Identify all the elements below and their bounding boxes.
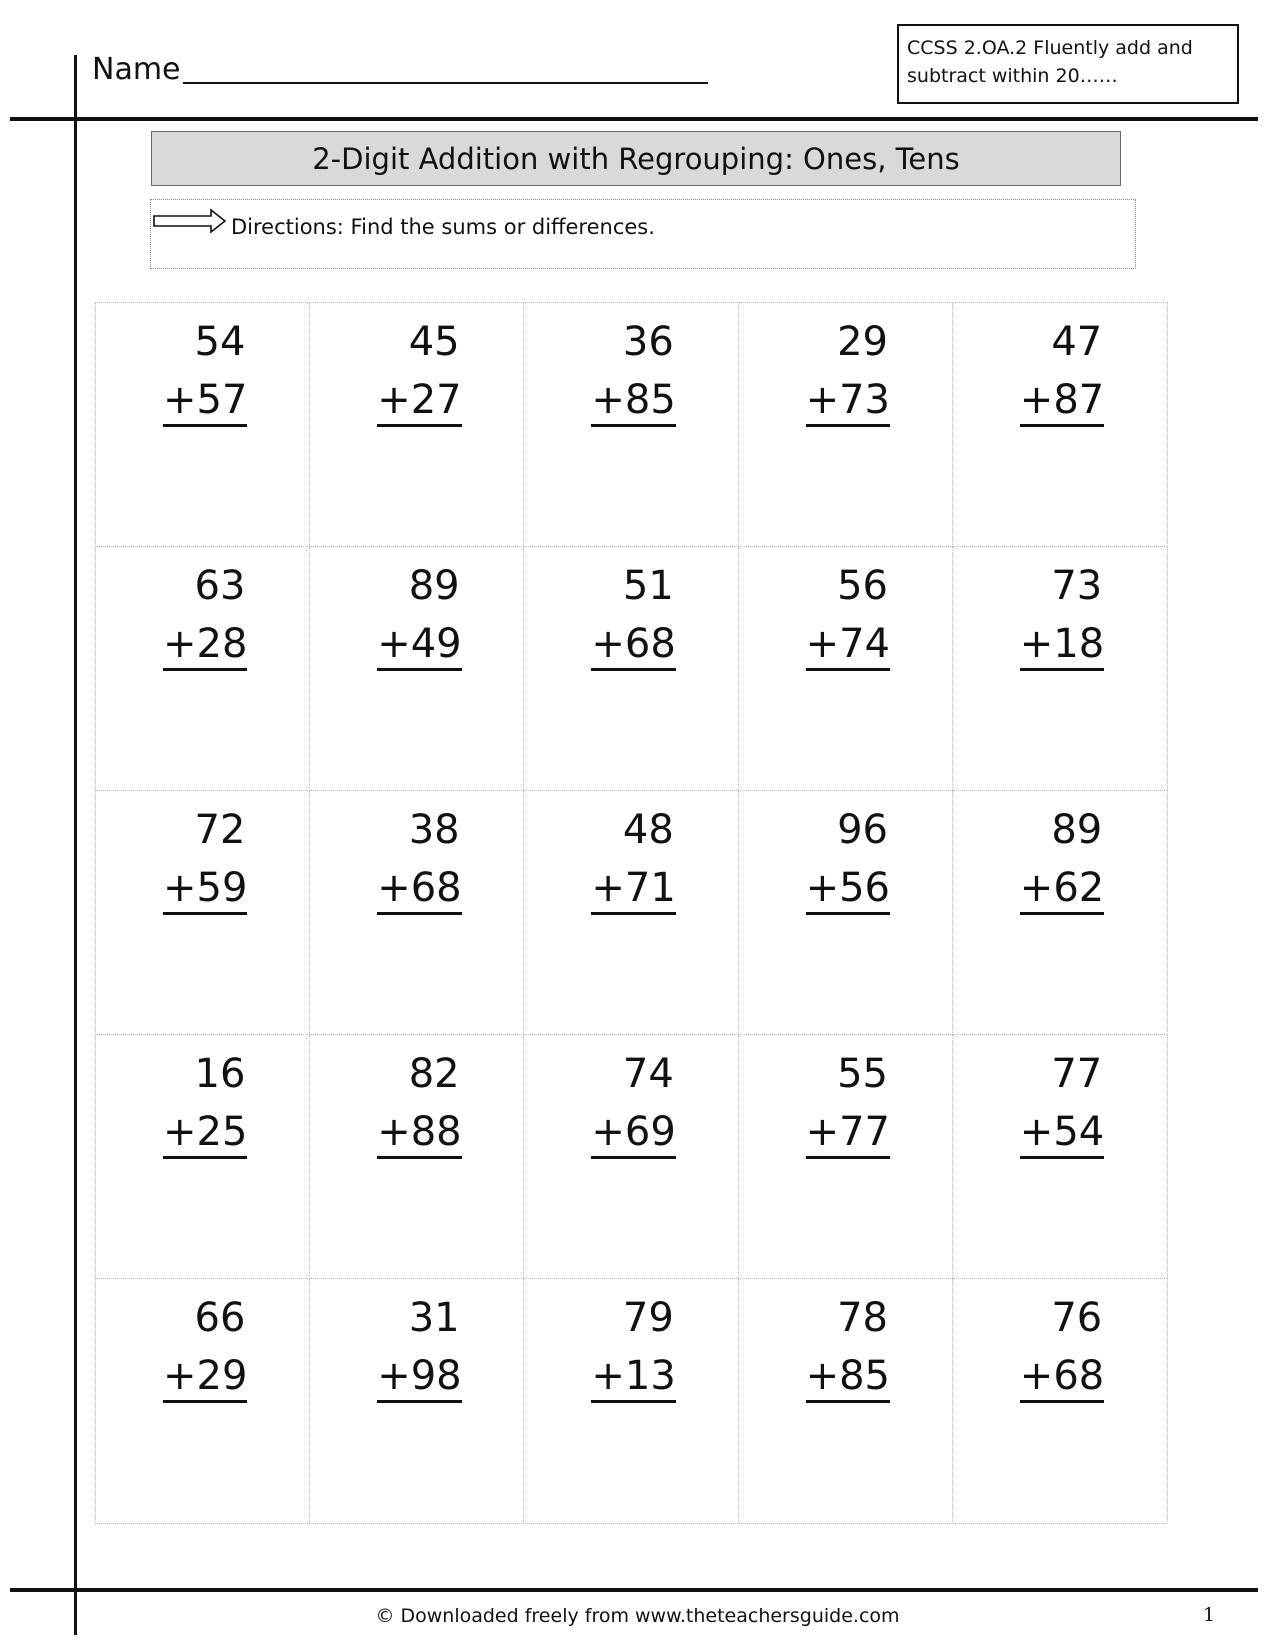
addition-problem <box>377 801 461 917</box>
problem-top-number: 48 <box>622 807 674 853</box>
addition-problem <box>377 1289 461 1405</box>
problem-cell[interactable] <box>953 547 1167 791</box>
addition-problem <box>163 557 247 673</box>
problem-cell[interactable] <box>310 303 524 547</box>
problem-top-number: 56 <box>837 563 889 609</box>
problem-bottom-number: +85 <box>591 376 675 427</box>
addition-problem <box>806 1289 890 1405</box>
addition-problem <box>591 1289 675 1405</box>
problem-cell[interactable] <box>524 1279 738 1523</box>
standard-line-1: CCSS 2.OA.2 Fluently add and <box>907 37 1193 59</box>
problem-top-number: 47 <box>1051 319 1103 365</box>
problem-cell[interactable] <box>739 547 953 791</box>
problem-cell[interactable] <box>310 547 524 791</box>
problem-cell[interactable] <box>310 791 524 1035</box>
problem-top-number: 38 <box>408 807 460 853</box>
name-label: Name <box>92 52 181 87</box>
addition-problem <box>806 557 890 673</box>
page-number: 1 <box>1203 1604 1216 1626</box>
name-field-row <box>92 52 708 88</box>
addition-problem <box>377 557 461 673</box>
directions-text: Directions: Find the sums or differences. <box>231 215 655 239</box>
problem-bottom-number: +68 <box>591 620 675 671</box>
problem-cell[interactable] <box>96 791 310 1035</box>
addition-problem <box>1020 1045 1104 1161</box>
problem-bottom-number: +27 <box>377 376 461 427</box>
problem-bottom-number: +74 <box>806 620 890 671</box>
left-margin-line <box>74 55 77 1635</box>
problem-top-number: 51 <box>622 563 674 609</box>
problem-bottom-number: +59 <box>163 864 247 915</box>
addition-problem <box>163 801 247 917</box>
problem-top-number: 74 <box>622 1051 674 1097</box>
addition-problem <box>377 1045 461 1161</box>
problem-bottom-number: +57 <box>163 376 247 427</box>
problem-bottom-number: +71 <box>591 864 675 915</box>
addition-problem <box>591 801 675 917</box>
addition-problem <box>806 801 890 917</box>
problem-bottom-number: +25 <box>163 1108 247 1159</box>
problem-top-number: 82 <box>408 1051 460 1097</box>
problem-top-number: 36 <box>622 319 674 365</box>
problem-cell[interactable] <box>524 303 738 547</box>
addition-problem <box>377 313 461 429</box>
problem-top-number: 89 <box>1051 807 1103 853</box>
problem-bottom-number: +29 <box>163 1352 247 1403</box>
problem-cell[interactable] <box>953 791 1167 1035</box>
arrow-right-icon <box>153 208 227 238</box>
directions-box <box>150 199 1136 269</box>
problem-cell[interactable] <box>524 547 738 791</box>
name-write-line[interactable] <box>183 82 708 84</box>
problem-bottom-number: +87 <box>1020 376 1104 427</box>
problem-cell[interactable] <box>524 791 738 1035</box>
problem-cell[interactable] <box>953 303 1167 547</box>
problem-top-number: 72 <box>194 807 246 853</box>
addition-problem <box>163 1045 247 1161</box>
problem-bottom-number: +62 <box>1020 864 1104 915</box>
problem-top-number: 89 <box>408 563 460 609</box>
problem-top-number: 63 <box>194 563 246 609</box>
problem-bottom-number: +73 <box>806 376 890 427</box>
addition-problem <box>591 313 675 429</box>
problem-top-number: 29 <box>837 319 889 365</box>
addition-problem <box>163 1289 247 1405</box>
problem-cell[interactable] <box>96 547 310 791</box>
problem-bottom-number: +13 <box>591 1352 675 1403</box>
addition-problem <box>806 313 890 429</box>
problem-top-number: 16 <box>194 1051 246 1097</box>
problem-top-number: 79 <box>622 1295 674 1341</box>
problem-top-number: 96 <box>837 807 889 853</box>
standard-line-2: subtract within 20…… <box>907 65 1118 87</box>
footer-credit: © Downloaded freely from www.theteachersguide.com <box>375 1605 900 1627</box>
addition-problem <box>591 1045 675 1161</box>
problem-bottom-number: +85 <box>806 1352 890 1403</box>
problem-cell[interactable] <box>739 1035 953 1279</box>
problem-top-number: 31 <box>408 1295 460 1341</box>
addition-problem <box>1020 801 1104 917</box>
problem-cell[interactable] <box>739 303 953 547</box>
problem-bottom-number: +49 <box>377 620 461 671</box>
problem-grid <box>95 302 1168 1524</box>
problem-top-number: 76 <box>1051 1295 1103 1341</box>
addition-problem <box>1020 557 1104 673</box>
standard-box <box>897 24 1239 104</box>
problem-cell[interactable] <box>310 1279 524 1523</box>
problem-bottom-number: +54 <box>1020 1108 1104 1159</box>
addition-problem <box>163 313 247 429</box>
problem-top-number: 55 <box>837 1051 889 1097</box>
addition-problem <box>806 1045 890 1161</box>
problem-top-number: 66 <box>194 1295 246 1341</box>
footer-divider-line <box>10 1588 1258 1592</box>
problem-bottom-number: +28 <box>163 620 247 671</box>
problem-bottom-number: +56 <box>806 864 890 915</box>
problem-bottom-number: +88 <box>377 1108 461 1159</box>
problem-cell[interactable] <box>96 1035 310 1279</box>
addition-problem <box>591 557 675 673</box>
problem-bottom-number: +18 <box>1020 620 1104 671</box>
problem-bottom-number: +98 <box>377 1352 461 1403</box>
problem-top-number: 54 <box>194 319 246 365</box>
worksheet-title-bar <box>151 131 1121 186</box>
problem-cell[interactable] <box>524 1035 738 1279</box>
problem-cell[interactable] <box>310 1035 524 1279</box>
problem-top-number: 78 <box>837 1295 889 1341</box>
problem-bottom-number: +69 <box>591 1108 675 1159</box>
problem-cell[interactable] <box>739 791 953 1035</box>
problem-cell[interactable] <box>953 1279 1167 1523</box>
problem-cell[interactable] <box>739 1279 953 1523</box>
problem-top-number: 45 <box>408 319 460 365</box>
problem-top-number: 73 <box>1051 563 1103 609</box>
problem-top-number: 77 <box>1051 1051 1103 1097</box>
problem-cell[interactable] <box>96 303 310 547</box>
problem-cell[interactable] <box>953 1035 1167 1279</box>
addition-problem <box>1020 1289 1104 1405</box>
header-divider-line <box>10 117 1258 121</box>
worksheet-title: 2-Digit Addition with Regrouping: Ones, Tens <box>312 141 960 176</box>
problem-bottom-number: +77 <box>806 1108 890 1159</box>
problem-bottom-number: +68 <box>377 864 461 915</box>
problem-bottom-number: +68 <box>1020 1352 1104 1403</box>
addition-problem <box>1020 313 1104 429</box>
problem-cell[interactable] <box>96 1279 310 1523</box>
